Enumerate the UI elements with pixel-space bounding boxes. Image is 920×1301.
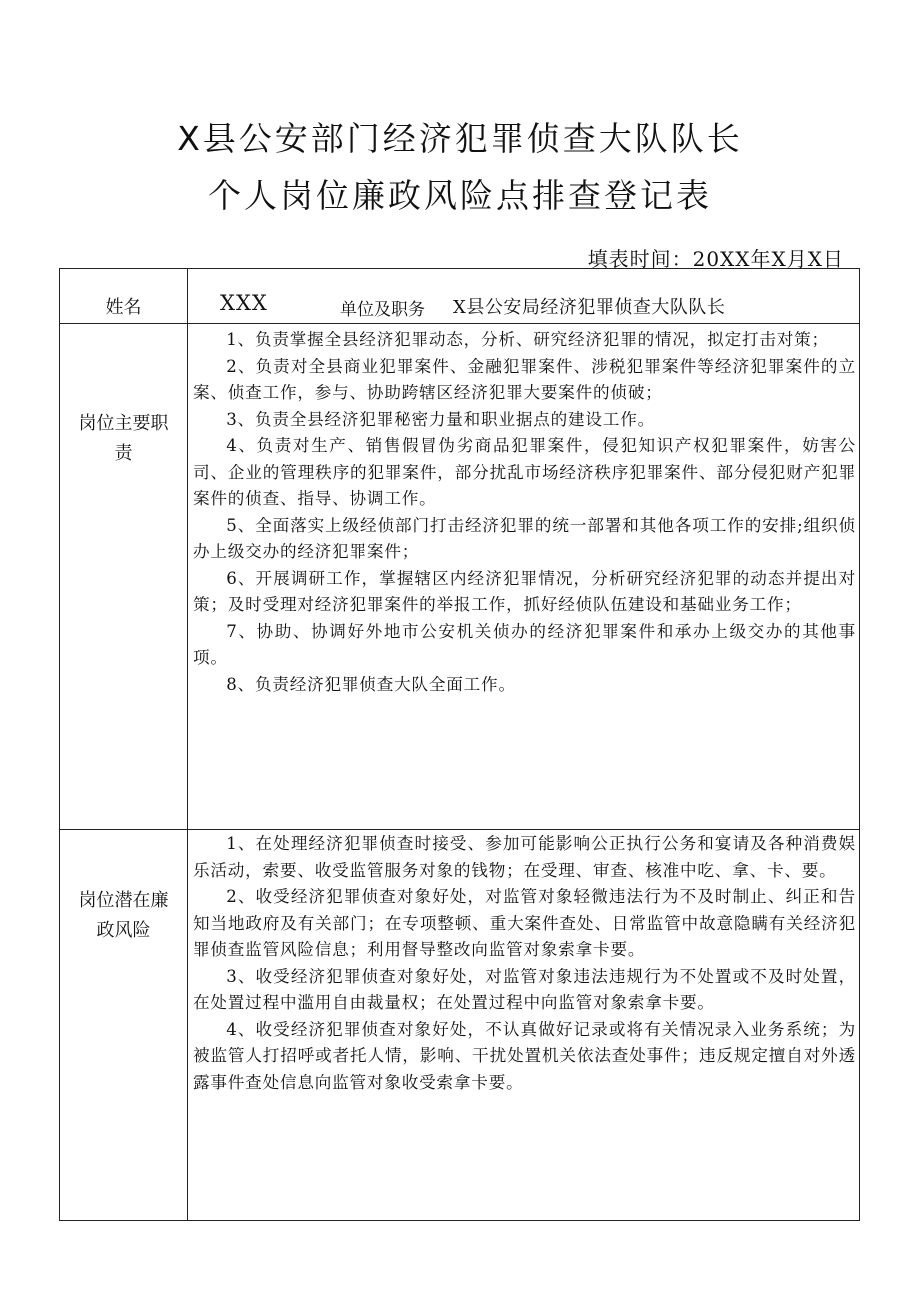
duty-item: 4、负责对生产、销售假冒伪劣商品犯罪案件，侵犯知识产权犯罪案件，妨害公司、企业的管理秩序的犯罪案件，部分扰乱市场经济秩序犯罪案件、部分侵犯财产犯罪案件的侦查、指导、协调工作。 [193, 436, 856, 508]
risk-item: 2、收受经济犯罪侦查对象好处，对监管对象轻微违法行为不及时制止、纠正和告知当地政府及有关部门；在专项整顿、重大案件查处、日常监管中故意隐瞒有关经济犯罪侦查监管风险信息；利用督导整改向监管对象索拿卡要。 [193, 887, 856, 959]
risk-item: 1、在处理经济犯罪侦查时接受、参加可能影响公正执行公务和宴请及各种消费娱乐活动，索要、收受监管服务对象的钱物；在受理、审查、核准中吃、拿、卡、要。 [193, 834, 856, 880]
name-label: 姓名 [105, 297, 142, 318]
duty-item: 1、负责掌握全县经济犯罪动态，分析、研究经济犯罪的情况，拟定打击对策； [226, 330, 829, 349]
column-divider [187, 269, 188, 1220]
duties-content [193, 327, 856, 698]
row-divider [60, 829, 859, 830]
row-divider [60, 323, 859, 324]
page-title-line2: 个人岗位廉政风险点排查登记表 [208, 176, 712, 215]
fill-date: 填表时间：20XX年X月X日 [587, 247, 844, 271]
duties-label-line2: 责 [114, 443, 133, 464]
duty-item: 3、负责全县经济犯罪秘密力量和职业据点的建设工作。 [226, 409, 655, 429]
risk-item: 4、收受经济犯罪侦查对象好处，不认真做好记录或将有关情况录入业务系统；为被监管人打招呼或者托人情，影响、干扰处置机关依法查处事件；违反规定擅自对外透露事件查处信息向监管对象收受索拿卡要。 [193, 1019, 856, 1092]
duty-item: 7、协助、协调好外地市公安机关侦办的经济犯罪案件和承办上级交办的其他事项。 [193, 621, 856, 667]
page-title-line1: X县公安部门经济犯罪侦查大队队长 [177, 119, 743, 158]
duty-item: 6、开展调研工作，掌握辖区内经济犯罪情况，分析研究经济犯罪的动态并提出对策；及时受理对经济犯罪案件的举报工作，抓好经侦队伍建设和基础业务工作； [193, 568, 856, 614]
risks-label-line2: 政风险 [96, 920, 151, 941]
duty-item: 8、负责经济犯罪侦查大队全面工作。 [226, 674, 516, 694]
duty-item: 5、全面落实上级经侦部门打击经济犯罪的统一部署和其他各项工作的安排;组织侦办上级交办的经济犯罪案件； [193, 515, 856, 561]
risks-content [193, 831, 856, 1096]
unit-position-label: 单位及职务 [340, 300, 425, 320]
duty-item: 2、负责对全县商业犯罪案件、金融犯罪案件、涉税犯罪案件等经济犯罪案件的立案、侦查工作，参与、协助跨辖区经济犯罪大要案件的侦破； [193, 356, 856, 402]
unit-position-value: X县公安局经济犯罪侦查大队队长 [453, 297, 726, 318]
duties-label [60, 409, 187, 469]
name-value: XXX [220, 291, 268, 315]
risk-item: 3、收受经济犯罪侦查对象好处，对监管对象违法违规行为不处置或不及时处置，在处置过程中滥用自由裁量权；在处置过程中向监管对象索拿卡要。 [193, 966, 856, 1012]
risks-label-line1: 岗位潜在廉 [78, 890, 169, 911]
risks-label [60, 886, 187, 946]
duties-label-line1: 岗位主要职 [78, 413, 169, 434]
registration-table [59, 268, 860, 1221]
